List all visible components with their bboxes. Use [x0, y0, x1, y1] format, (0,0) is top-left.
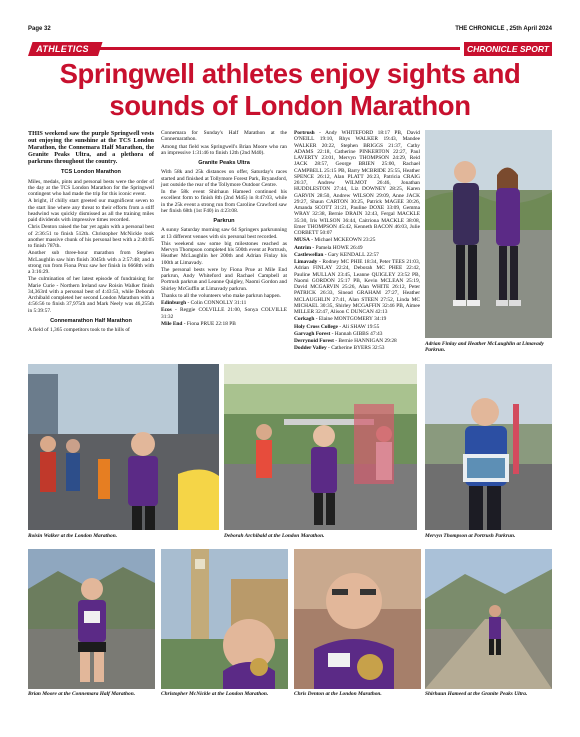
- result-entry: Edinburgh - Colin CONNOLLY 31:11: [161, 300, 247, 306]
- photo-chris: [294, 549, 421, 689]
- paragraph: The personal bests were by Fiona Prue at Mile End parkrun, Andy Whiteford and Rachael Campbell at Portrush parkrun and Leanne Quigley, Naomi Gordon and Shirley McGuffin at Limavady parkrun.: [161, 266, 287, 292]
- section-label: ATHLETICS: [28, 42, 103, 56]
- paper-date: THE CHRONICLE , 25th April 2024: [455, 26, 552, 32]
- section-bar: [28, 42, 552, 56]
- chronicle-sport-label: CHRONICLE SPORT: [464, 42, 552, 56]
- subhead-connemara: Connemarathon Half Marathon: [50, 317, 132, 324]
- paragraph: Another sub three-hour marathon from Stephen McLaughlin saw him finish 3045th with a 2:57:48; and a strong run from Fiona Pruz saw her finish in 6668th with a 3:16:29.: [28, 250, 154, 276]
- paragraph: With 58k and 25k distances on offer, Saturday's races started and finished at Tollymore Forest Park, Bryansford, just outside the rear of the Tollymore Outdoor Centre.: [161, 169, 287, 188]
- subhead-granite: Granite Peaks Ultra: [198, 160, 250, 166]
- headline: Springwell athletes enjoy sights and sounds of London Marathon: [59, 58, 521, 121]
- result-entry: Mile End - Fiona PRUE 22:18 PB: [161, 320, 236, 327]
- paragraph: Chris Denton raised the bar yet again with a personal best of 2:36:51 to finish 512th. Christopher McNickle took another massive chunk of his personal best with a 2:40:05 to finish 787th.: [28, 224, 154, 250]
- result-entry: Limavady - Rodney MC PHIE 18:34, Peter TEES 21:03, Adrian FINLAY 22:24, Deborah MC PHEE 22:42, Pauline MULLAN 23:45, Leanne QUIGLEY 23:52 PB, Naomi GORDON 25:17 PB, Kevin MCLEAN 25:19, David MCGARVIN 25:26, Alan WHITE 26:12, Peter PATRICK 26:33, Sinead GRAHAM 27:27, Heather MCLAUGHLIN 27:41, Alan STEEN 27:52, Linda MC MICHAEL 30:35, Shirley MCGAFFIN 32:46 PB, Aimee MILLER 32:47, Alison C DUNCAN 42:13: [294, 259, 420, 315]
- result-entry: Corkagh - Elaine MONTGOMERY 34:19: [294, 316, 387, 323]
- caption-brian: Brian Moore at the Connemara Half Marathon.: [28, 691, 136, 697]
- paragraph: The culmination of her latest episode of fundraising for Marie Curie - Northern Ireland saw Roisin Walker finish 34,363rd with a personal best of 4:43:53, while Deborah Archibald completed her second London Marathon with a 4:56:56 to finish 37,975th and Mark Neely was 46,255th in 5:39:57.: [28, 276, 154, 314]
- paragraph: Miles, medals, pints and personal bests were the order of the day at the TCS London Marathon for the Springwell contingent who had made the trip for this iconic event.: [28, 178, 154, 198]
- result-entry: Dodder Valley - Catherine BYERS 32:53: [294, 345, 385, 352]
- paragraph: In the 58k event Shirhaun Hameed continued his excellent form to finish 8th (2nd M45) in 8:47:03, while in the 25k event a strong run from Caroline Crawford saw her finish 68th (1st F40) in 4:23:08.: [161, 189, 287, 214]
- page-header: [28, 26, 552, 36]
- paragraph: A bright, if chilly start greeted our magnificent seven to the start line where any threat to their efforts from a stiff headwind was quickly dismissed as all the training miles paid dividends with impressive times recorded.: [28, 198, 154, 224]
- result-entry: Antrim - Pamela HOWE 26:49: [294, 244, 363, 251]
- photo-brian: [28, 549, 155, 689]
- photo-adrian-heather: [425, 130, 552, 338]
- caption-deborah: Deborah Archibald at the London Marathon.: [224, 533, 325, 539]
- article-column-1: [28, 130, 154, 334]
- lead-paragraph: THIS weekend saw the purple Springwell vests out enjoying the sunshine at the TCS London Marathon, the Connemara Half Marathon, the Granite Peaks Ultra, and a plethora of parkruns throughout the country.: [28, 130, 154, 166]
- caption-christopher: Christopher McNickle at the London Marathon.: [161, 691, 269, 697]
- caption-roisin: Roisin Walker at the London Marathon.: [28, 533, 118, 539]
- result-entry: Garvagh Forest - Hannah GIBBS 47:43: [294, 330, 383, 337]
- result-entry: Derrynoid Forest - Bernie HANNIGAN 29:28: [294, 338, 397, 344]
- result-entry: Holy Cross College - Ali SHAW 19:55: [294, 323, 380, 330]
- result-entry: MUSA - Michael MCKEOWN 23:25: [294, 237, 376, 244]
- article-column-2: [161, 130, 287, 328]
- result-entry: Castlewellan - Gary KENDALL 22:57: [294, 251, 379, 258]
- paragraph: Connemara for Sunday's Half Marathon at the Connemarathon.: [161, 130, 287, 143]
- photo-deborah: [224, 364, 417, 530]
- caption-mervyn: Mervyn Thompson at Portrush Parkrun.: [425, 533, 516, 539]
- page-number: Page 32: [28, 26, 51, 32]
- paragraph: A sunny Saturday morning saw 64 Springers parkrunning at 13 different venues with six personal best recorded.: [161, 227, 287, 240]
- paragraph: Thanks to all the volunteers who make parkrun happen.: [161, 292, 281, 299]
- subhead-parkrun: Parkrun: [213, 218, 235, 224]
- paragraph: A field of 1,365 competitors took to the hills of: [28, 327, 130, 334]
- article-column-3: [294, 130, 420, 353]
- photo-mervyn: [425, 364, 552, 530]
- result-entry: Portrush - Andy WHITEFORD 18:17 PB, David O'NEILL 19:10, Rhys WALKER 19:43, Mandee WALKER 20:22, Stephen BRIGGS 21:37, Cathy ADAMS 22:18, Catherine PINKERTON 22:27, Paul LAVERTY 23:01, Mervyn THOMPSON 24:29, Reid JACK 28:57, George BRIEN 25:00, Rachael CAMPBELL 25:15 PB, Barry MCBRIDE 25:55, Heather SPENCE 26:12, Alan PLATT 26:23, Patricia CRAIG 26:37, Andrew WILMOT 26:46, Jonathan HUDDLESTON 27:44, Liz DOWNEY 28:25, Karen GARVIN 28:50, Andrew WILSON 29:09, Anne JACK 29:27, Shaun CARTON 30:25, Patrick MAGEE 30:26, Amanda SCOTT 31:21, Pauline DOXE 33:09, Gemma WRAY 32:38, Bernie DRAIN 32:43, Fergal MACKLE 35:30, Iris WILSON 36:44, Caitriona MACKLE 38:08, Emer THOMPSON 45:42, Kenneth BACON 46:03, Julie CORBETT 50:07: [294, 130, 420, 236]
- caption-shirhaun: Shirhaun Hameed at the Granite Peaks Ultra.: [425, 691, 528, 697]
- photo-shirhaun: [425, 549, 552, 689]
- section-rule: [100, 47, 460, 50]
- subhead-london: TCS London Marathon: [61, 169, 121, 176]
- paragraph: This weekend saw some big milestones reached as Mervyn Thompson completed his 500th event at Portrush, Heather McLaughlin her 200th and Adrian Finlay his 100th at Limavady.: [161, 240, 287, 266]
- caption-chris: Chris Denton at the London Marathon.: [294, 691, 382, 697]
- photo-roisin: [28, 364, 219, 530]
- result-entry: Ecos - Reggie COLVILLE 21:00, Sonya COLVILLE 31:32: [161, 307, 287, 320]
- photo-christopher: [161, 549, 288, 689]
- paragraph: Among that field was Springwell's Brian Moore who ran an impressive 1:31:46 to finish 12th (2nd M40).: [161, 143, 287, 156]
- caption-adrian-heather: Adrian Finlay and Heather McLaughlin at Limavady Parkrun.: [425, 341, 544, 354]
